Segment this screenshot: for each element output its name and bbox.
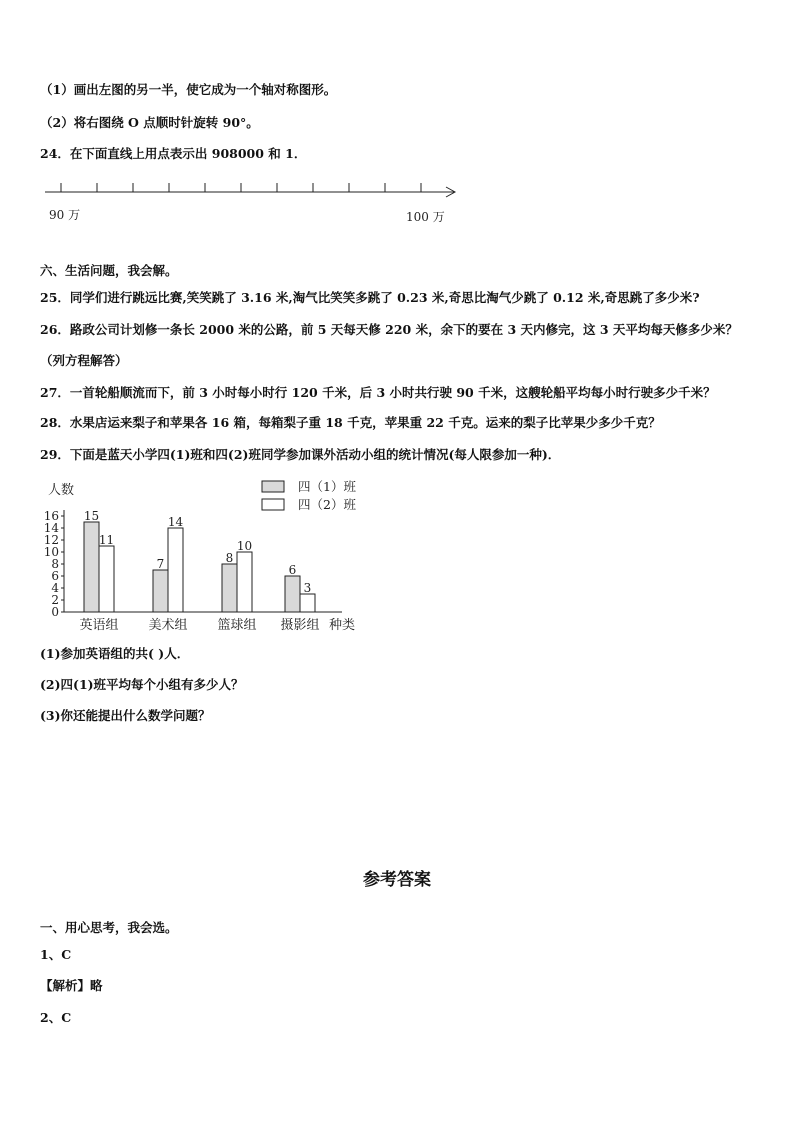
chart-legend <box>262 479 356 512</box>
question-27: 27．一首轮船顺流而下，前 3 小时每小时行 120 千米，后 3 小时共行驶 90 千米，这艘轮船平均每小时行驶多少千米？ <box>40 385 716 400</box>
question-29: 29．下面是蓝天小学四(1)班和四(2)班同学参加课外活动小组的统计情况(每人限参加一种)． <box>40 447 561 462</box>
chart-bar-value-label: 7 <box>156 557 165 571</box>
chart-bars <box>84 509 315 612</box>
chart-category-label: 美术组 <box>148 618 188 633</box>
chart-y-tick-label: 4 <box>51 581 59 595</box>
chart-xlabel: 种类 <box>329 618 356 633</box>
question-26-note: （列方程解答） <box>40 353 128 368</box>
chart-bar <box>285 576 300 612</box>
chart-legend-label: 四（1）班 <box>298 479 356 494</box>
chart-x-labels <box>79 617 319 633</box>
chart-ylabel: 人数 <box>48 483 75 498</box>
number-line-ticks <box>61 183 421 192</box>
question-29-sub-3: (3)你还能提出什么数学问题？ <box>40 708 211 723</box>
chart-bar <box>300 594 315 612</box>
chart-legend-swatch <box>262 481 284 492</box>
chart-bar <box>153 570 168 612</box>
question-23-part-1: （1）画出左图的另一半，使它成为一个轴对称图形。 <box>40 82 337 97</box>
chart-y-tick-label: 12 <box>43 533 59 547</box>
chart-bar <box>84 522 99 612</box>
number-line-right-label: 100 万 <box>406 210 445 224</box>
chart-bar-value-label: 6 <box>288 563 297 577</box>
activity-bar-chart <box>40 476 380 640</box>
answer-1-note: 【解析】略 <box>40 978 103 993</box>
question-29-sub-1: (1)参加英语组的共( )人． <box>40 646 190 661</box>
chart-y-tick-label: 2 <box>51 593 59 607</box>
chart-y-tick-label: 16 <box>43 509 59 523</box>
chart-category-label: 篮球组 <box>217 618 257 633</box>
chart-bar-value-label: 10 <box>236 539 253 553</box>
question-25: 25．同学们进行跳远比赛,笑笑跳了 3.16 米,淘气比笑笑多跳了 0.23 米,奇思比淘气少跳了 0.12 米,奇思跳了多少米? <box>40 290 700 305</box>
chart-y-tick-label: 10 <box>43 545 59 559</box>
chart-category-label: 摄影组 <box>280 618 320 633</box>
chart-y-tick-label: 6 <box>51 569 59 583</box>
answer-2: 2、C <box>40 1010 72 1025</box>
chart-y-tick-label: 14 <box>43 521 59 535</box>
answers-title: 参考答案 <box>363 870 431 890</box>
question-28: 28．水果店运来梨子和苹果各 16 箱，每箱梨子重 18 千克，苹果重 22 千克。运来的梨子比苹果少多少千克？ <box>40 415 661 430</box>
chart-bar-value-label: 14 <box>167 515 184 529</box>
chart-bar-value-label: 11 <box>98 533 115 547</box>
question-29-sub-2: (2)四(1)班平均每个小组有多少人？ <box>40 677 244 692</box>
answer-1: 1、C <box>40 947 72 962</box>
chart-bar <box>99 546 114 612</box>
chart-bar <box>222 564 237 612</box>
chart-bar-value-label: 8 <box>225 551 234 565</box>
question-26: 26．路政公司计划修一条长 2000 米的公路，前 5 天每天修 220 米，余下的要在 3 天内修完，这 3 天平均每天修多少米？ <box>40 322 738 337</box>
chart-category-label: 英语组 <box>79 618 119 633</box>
chart-y-tick-label: 8 <box>51 557 59 571</box>
answers-section-1: 一、用心思考，我会选。 <box>40 920 178 935</box>
question-24: 24．在下面直线上用点表示出 908000 和 1． <box>40 146 307 161</box>
number-line <box>40 176 470 230</box>
chart-bar-value-label: 15 <box>83 509 100 523</box>
chart-bar-value-label: 3 <box>303 581 312 595</box>
chart-legend-swatch <box>262 499 284 510</box>
chart-bar <box>168 528 183 612</box>
chart-y-tick-label: 0 <box>51 605 59 619</box>
chart-y-ticks <box>44 509 64 619</box>
question-23-part-2: （2）将右图绕 O 点顺时针旋转 90°。 <box>40 115 259 130</box>
chart-legend-label: 四（2）班 <box>298 497 356 512</box>
section-6-heading: 六、生活问题，我会解。 <box>40 263 178 278</box>
chart-bar <box>237 552 252 612</box>
number-line-left-label: 90 万 <box>49 208 81 222</box>
